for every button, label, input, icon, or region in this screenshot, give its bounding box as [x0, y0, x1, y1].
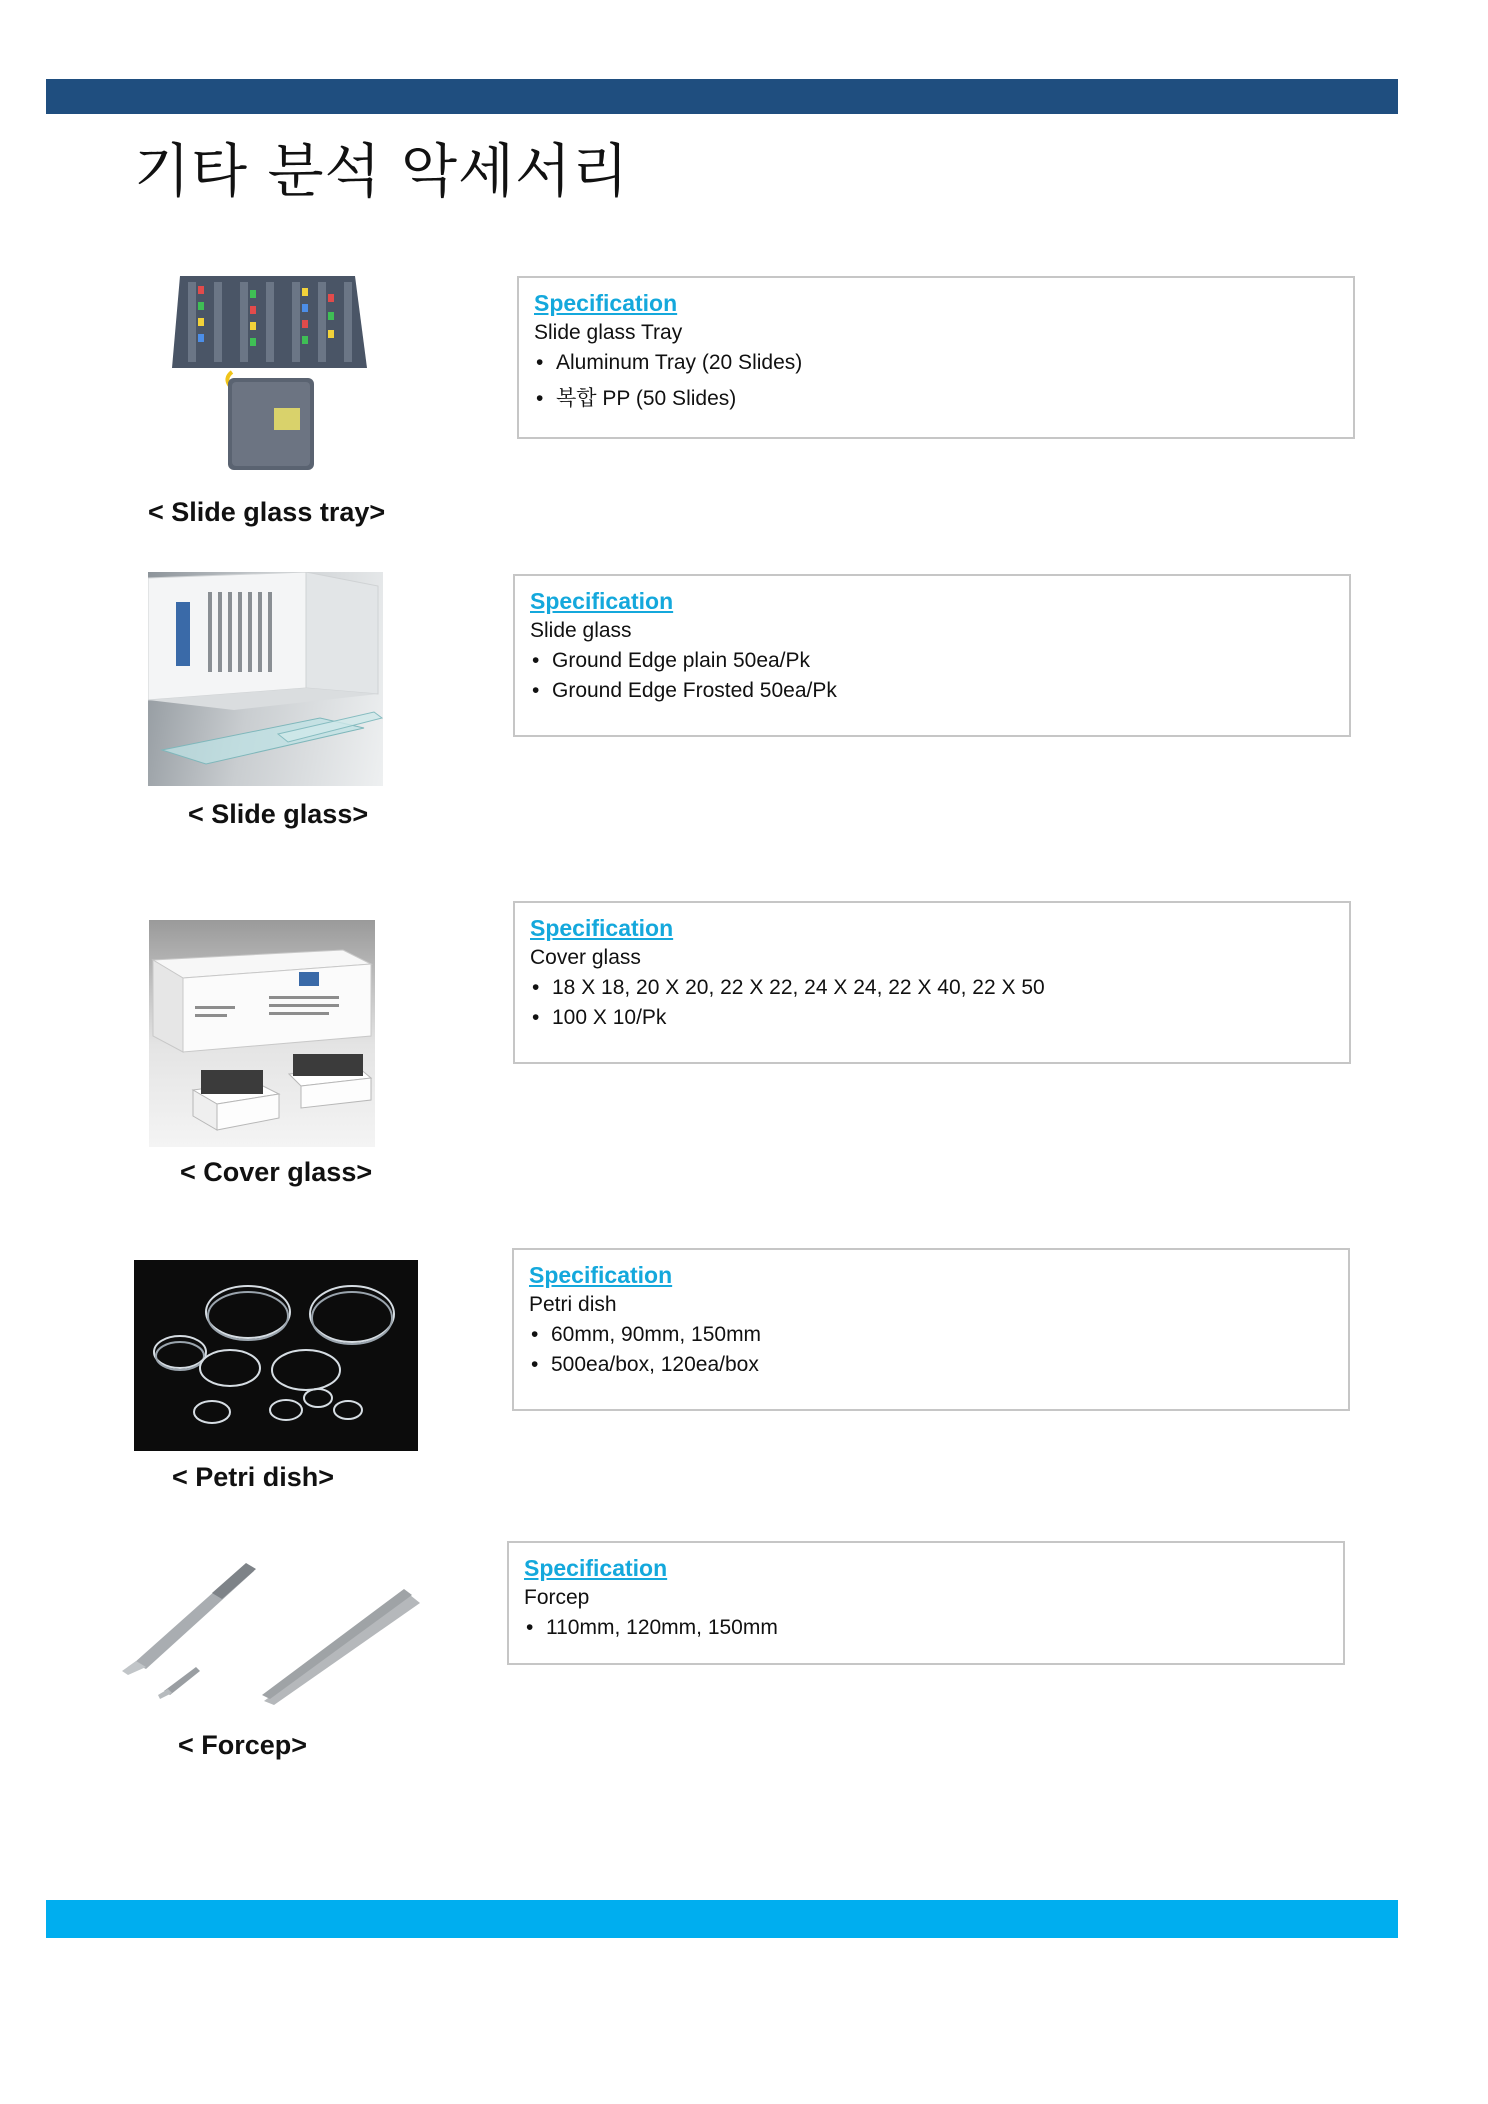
slide-glass-photo [148, 572, 383, 786]
spec-item: • Ground Edge plain 50ea/Pk [530, 646, 1334, 676]
spec-box [513, 901, 1351, 1064]
slide-glass-tray-photo [170, 272, 370, 472]
product-caption: < Petri dish> [172, 1462, 335, 1492]
spec-heading: Specification [530, 915, 674, 941]
product-caption: < Slide glass> [188, 799, 369, 829]
spec-name: Forcep [524, 1586, 590, 1609]
footer-bar [46, 1900, 1398, 1938]
spec-item: • 복합 PP (50 Slides) [534, 384, 1338, 414]
spec-heading: Specification [529, 1262, 673, 1288]
spec-list [530, 973, 1334, 1033]
spec-item: • 100 X 10/Pk [530, 1003, 1334, 1033]
forcep-photo [114, 1549, 424, 1707]
spec-item: • 60mm, 90mm, 150mm [529, 1320, 1333, 1350]
spec-box [507, 1541, 1345, 1665]
spec-heading: Specification [530, 588, 674, 614]
cover-glass-photo [149, 920, 375, 1147]
spec-heading: Specification [534, 290, 678, 316]
spec-box [512, 1248, 1350, 1411]
page-title: 기타 분석 악세서리 [134, 137, 630, 205]
spec-name: Slide glass [530, 619, 632, 642]
product-caption: < Slide glass tray> [148, 497, 386, 527]
spec-item: • Aluminum Tray (20 Slides) [534, 348, 1338, 378]
spec-list [534, 348, 1338, 414]
spec-name: Petri dish [529, 1293, 617, 1316]
spec-heading: Specification [524, 1555, 668, 1581]
spec-item: • 110mm, 120mm, 150mm [524, 1613, 1328, 1643]
spec-item: • 500ea/box, 120ea/box [529, 1350, 1333, 1380]
header-bar [46, 79, 1398, 114]
spec-item: • Ground Edge Frosted 50ea/Pk [530, 676, 1334, 706]
spec-name: Slide glass Tray [534, 321, 683, 344]
spec-box [517, 276, 1355, 439]
product-caption: < Forcep> [178, 1730, 308, 1760]
product-caption: < Cover glass> [180, 1157, 373, 1187]
spec-list [530, 646, 1334, 706]
spec-list [529, 1320, 1333, 1380]
spec-box [513, 574, 1351, 737]
spec-name: Cover glass [530, 946, 641, 969]
spec-list [524, 1613, 1328, 1643]
petri-dish-photo [134, 1260, 418, 1451]
spec-item: • 18 X 18, 20 X 20, 22 X 22, 24 X 24, 22 X 40, 22 X 50 [530, 973, 1334, 1003]
